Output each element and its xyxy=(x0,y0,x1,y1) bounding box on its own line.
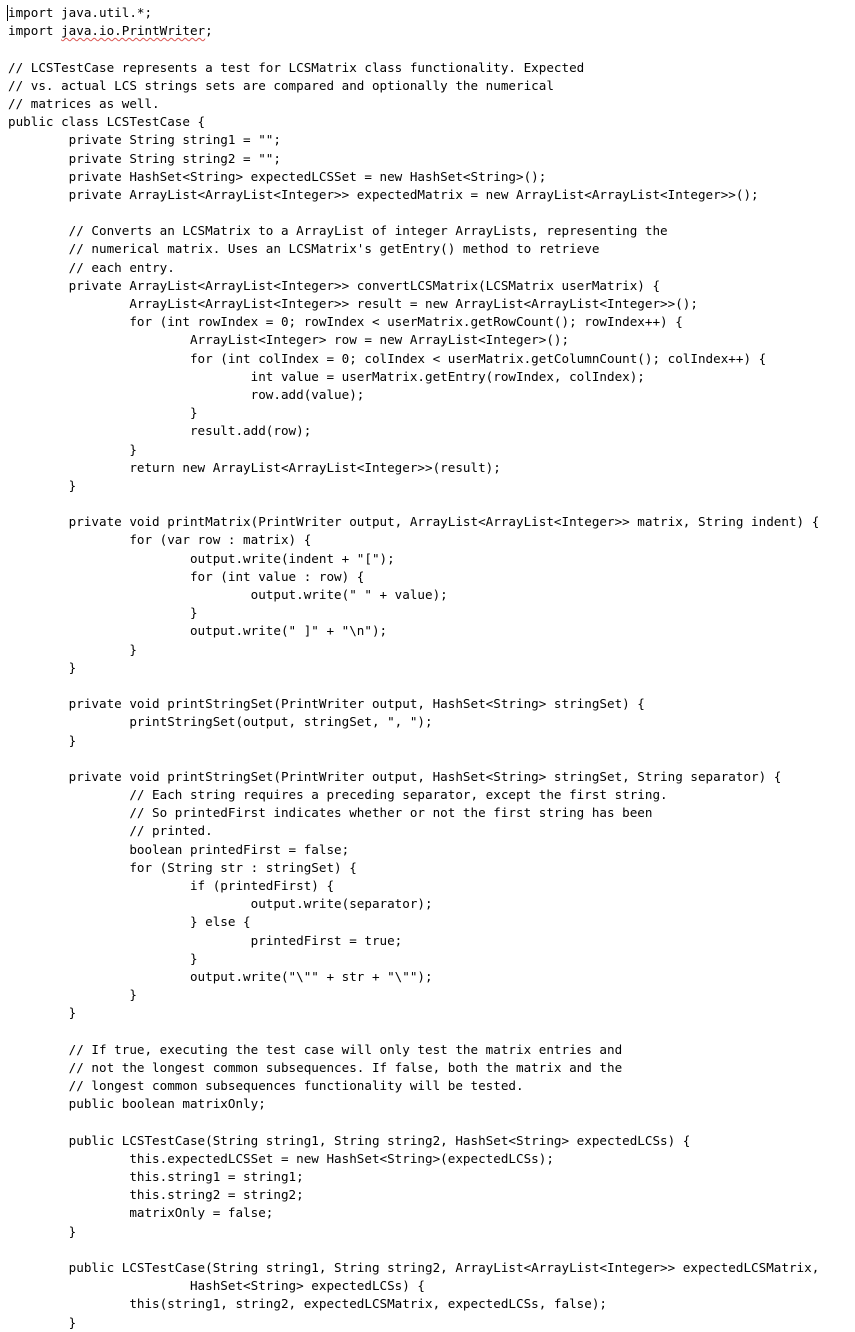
code-line[interactable]: } xyxy=(8,1005,77,1021)
code-line[interactable] xyxy=(8,677,855,695)
code-text-area[interactable] xyxy=(8,4,855,1332)
code-line[interactable]: // If true, executing the test case will only test the matrix entries and xyxy=(8,1041,623,1057)
code-line[interactable]: this(string1, string2, expectedLCSMatrix, expectedLCSs, false); xyxy=(8,1296,607,1312)
code-line[interactable]: output.write(separator); xyxy=(8,896,433,912)
code-line[interactable]: for (int value : row) { xyxy=(8,568,365,584)
code-line[interactable]: int value = userMatrix.getEntry(rowIndex, colIndex); xyxy=(8,368,645,384)
spellcheck-underline[interactable]: java.io.PrintWriter xyxy=(61,23,206,39)
code-line[interactable]: // LCSTestCase represents a test for LCSMatrix class functionality. Expected xyxy=(8,59,585,75)
code-line[interactable]: result.add(row); xyxy=(8,423,312,439)
code-line[interactable]: printedFirst = true; xyxy=(8,932,403,948)
code-line[interactable]: output.write(" ]" + "\n"); xyxy=(8,623,388,639)
code-line[interactable]: import java.io.PrintWriter; xyxy=(8,23,213,39)
code-line[interactable]: this.expectedLCSSet = new HashSet<String>(expectedLCSs); xyxy=(8,1150,554,1166)
code-line[interactable] xyxy=(8,1023,855,1041)
code-line[interactable]: private void printMatrix(PrintWriter output, ArrayList<ArrayList<Integer>> matrix, String indent) { xyxy=(8,514,820,530)
code-line[interactable]: private ArrayList<ArrayList<Integer>> convertLCSMatrix(LCSMatrix userMatrix) { xyxy=(8,277,661,293)
code-line[interactable] xyxy=(8,40,855,58)
code-line[interactable]: } else { xyxy=(8,914,251,930)
code-line[interactable] xyxy=(8,495,855,513)
code-line[interactable]: // each entry. xyxy=(8,259,175,275)
code-line[interactable]: // Each string requires a preceding separator, except the first string. xyxy=(8,787,668,803)
code-line[interactable]: // So printedFirst indicates whether or not the first string has been xyxy=(8,805,653,821)
code-line[interactable]: private HashSet<String> expectedLCSSet = new HashSet<String>(); xyxy=(8,168,547,184)
code-line[interactable]: private String string2 = ""; xyxy=(8,150,281,166)
text-cursor xyxy=(7,5,8,21)
code-line[interactable]: public LCSTestCase(String string1, String string2, HashSet<String> expectedLCSs) { xyxy=(8,1132,691,1148)
code-line[interactable] xyxy=(8,1241,855,1259)
code-line[interactable]: for (int colIndex = 0; colIndex < userMatrix.getColumnCount(); colIndex++) { xyxy=(8,350,767,366)
code-line[interactable]: public boolean matrixOnly; xyxy=(8,1096,266,1112)
code-line[interactable]: ArrayList<ArrayList<Integer>> result = new ArrayList<ArrayList<Integer>>(); xyxy=(8,296,698,311)
code-line[interactable]: } xyxy=(8,987,137,1003)
code-line[interactable]: // printed. xyxy=(8,823,213,839)
code-line[interactable]: // numerical matrix. Uses an LCSMatrix's getEntry() method to retrieve xyxy=(8,241,600,257)
code-line[interactable]: public LCSTestCase(String string1, String string2, ArrayList<ArrayList<Integer>> expectedLCSMatrix, xyxy=(8,1259,820,1275)
code-line[interactable]: } xyxy=(8,950,198,966)
code-line[interactable] xyxy=(8,750,855,768)
code-line[interactable]: for (String str : stringSet) { xyxy=(8,859,357,875)
code-line[interactable] xyxy=(8,1113,855,1131)
code-line[interactable]: this.string2 = string2; xyxy=(8,1187,304,1203)
code-line[interactable]: matrixOnly = false; xyxy=(8,1205,274,1221)
code-line[interactable]: } xyxy=(8,1223,77,1239)
code-line[interactable]: import java.util.*; xyxy=(8,5,153,20)
code-line[interactable]: row.add(value); xyxy=(8,386,365,402)
code-line[interactable]: for (int rowIndex = 0; rowIndex < userMatrix.getRowCount(); rowIndex++) { xyxy=(8,314,683,330)
code-line[interactable]: output.write(" " + value); xyxy=(8,587,448,602)
code-line[interactable]: } xyxy=(8,441,137,457)
code-line[interactable]: // Converts an LCSMatrix to a ArrayList of integer ArrayLists, representing the xyxy=(8,223,668,239)
code-line[interactable]: } xyxy=(8,605,198,621)
code-line[interactable]: // not the longest common subsequences. If false, both the matrix and the xyxy=(8,1059,623,1075)
code-line[interactable]: private String string1 = ""; xyxy=(8,132,281,148)
code-line[interactable]: for (var row : matrix) { xyxy=(8,532,312,548)
code-line[interactable]: // longest common subsequences functionality will be tested. xyxy=(8,1078,524,1094)
code-line[interactable]: } xyxy=(8,1314,77,1330)
code-line[interactable]: } xyxy=(8,659,77,675)
code-line[interactable]: printStringSet(output, stringSet, ", "); xyxy=(8,714,433,730)
code-line[interactable]: boolean printedFirst = false; xyxy=(8,841,350,857)
code-line[interactable]: private ArrayList<ArrayList<Integer>> expectedMatrix = new ArrayList<ArrayList<Integer>>(); xyxy=(8,186,759,202)
code-line[interactable]: ArrayList<Integer> row = new ArrayList<Integer>(); xyxy=(8,332,570,348)
code-line[interactable]: this.string1 = string1; xyxy=(8,1169,304,1184)
code-line[interactable]: output.write("\"" + str + "\""); xyxy=(8,968,433,984)
code-line[interactable] xyxy=(8,204,855,222)
code-line[interactable]: output.write(indent + "["); xyxy=(8,550,395,566)
code-line[interactable]: private void printStringSet(PrintWriter output, HashSet<String> stringSet, String separator) { xyxy=(8,768,782,784)
code-line[interactable]: public class LCSTestCase { xyxy=(8,114,206,130)
code-line[interactable]: HashSet<String> expectedLCSs) { xyxy=(8,1278,426,1294)
code-line[interactable]: private void printStringSet(PrintWriter output, HashSet<String> stringSet) { xyxy=(8,696,645,712)
code-line[interactable]: return new ArrayList<ArrayList<Integer>>(result); xyxy=(8,459,501,475)
code-line[interactable]: } xyxy=(8,477,77,493)
code-line[interactable]: } xyxy=(8,405,198,421)
code-line[interactable]: // matrices as well. xyxy=(8,95,160,111)
code-line[interactable]: } xyxy=(8,641,137,657)
code-line[interactable]: // vs. actual LCS strings sets are compared and optionally the numerical xyxy=(8,77,554,93)
code-line[interactable]: if (printedFirst) { xyxy=(8,878,335,893)
code-line[interactable]: } xyxy=(8,732,77,748)
